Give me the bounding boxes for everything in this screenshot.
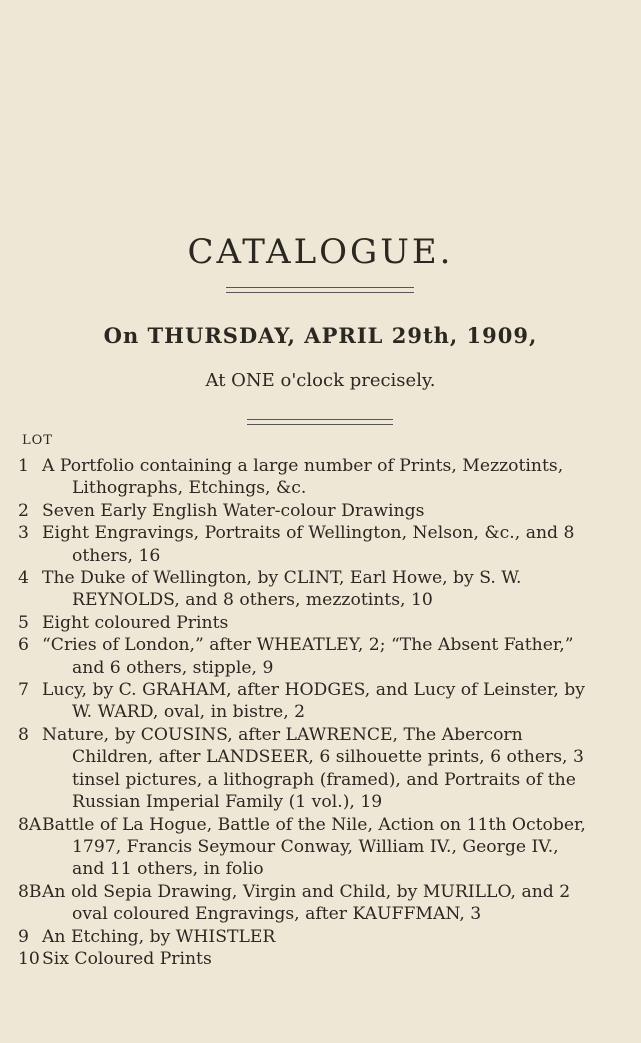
lot-item (0, 522, 641, 567)
sale-time: At ONE o'clock precisely. (205, 370, 436, 391)
lot-description: Nature, by COUSINS, after LAWRENCE, The Abercorn Children, after LANDSEER, 6 silhouette prints, 6 others, 3 tinsel pictures, a lithograph (framed), and Portraits of the Russian Imperial Family (1 vol.), 19 (42, 724, 584, 813)
lot-description: Six Coloured Prints (42, 948, 212, 969)
date-divider (247, 419, 393, 425)
lot-number: 2 (18, 500, 29, 521)
lot-description: A Portfolio containing a large number of Prints, Mezzotints, Lithographs, Etchings, &c. (42, 456, 564, 499)
lot-item (0, 567, 641, 612)
lot-number: 4 (18, 568, 29, 589)
lot-number: 1 (18, 456, 29, 476)
lot-item (0, 634, 641, 679)
lot-number: 9 (18, 926, 29, 947)
lot-item (0, 926, 641, 948)
lot-item (0, 881, 641, 926)
lot-item (0, 455, 641, 500)
sale-date: On THURSDAY, APRIL 29th, 1909, (103, 323, 538, 348)
lot-item (0, 612, 641, 634)
title-divider (226, 287, 414, 293)
lot-description: Eight coloured Prints (42, 612, 229, 633)
lot-description: An old Sepia Drawing, Virgin and Child, by MURILLO, and 2 oval coloured Engravings, after KAUFFMAN, 3 (42, 881, 571, 925)
page-title: CATALOGUE. (187, 232, 454, 272)
lot-description: Seven Early English Water-colour Drawings (42, 500, 425, 521)
lot-item (0, 948, 641, 970)
lot-number: 8 (18, 724, 29, 745)
lot-description: Lucy, by C. GRAHAM, after HODGES, and Lucy of Leinster, by W. WARD, oval, in bistre, 2 (42, 680, 585, 723)
lot-number: 10 (18, 948, 40, 969)
lot-item (0, 679, 641, 724)
lot-column-header: LOT (22, 433, 53, 448)
lot-number: 6 (18, 635, 29, 656)
lot-description: The Duke of Wellington, by CLINT, Earl Howe, by S. W. REYNOLDS, and 8 others, mezzotints, 10 (42, 568, 522, 611)
lot-number: 8A (18, 814, 42, 835)
lot-item (0, 814, 641, 881)
lot-list (0, 455, 641, 970)
lot-item (0, 724, 641, 814)
lot-number: 8B (18, 881, 42, 902)
lot-description: An Etching, by WHISTLER (42, 926, 276, 947)
lot-description: “Cries of London,” after WHEATLEY, 2; “The Absent Father,” and 6 others, stipple, 9 (42, 635, 574, 678)
lot-description: Eight Engravings, Portraits of Wellington, Nelson, &c., and 8 others, 16 (42, 523, 575, 566)
lot-number: 7 (18, 680, 29, 701)
lot-description: Battle of La Hogue, Battle of the Nile, Action on 11th October, 1797, Francis Seymour Conway, William IV., George IV., and 11 others, in folio (42, 814, 586, 880)
lot-number: 3 (18, 523, 29, 544)
lot-item (0, 500, 641, 522)
lot-number: 5 (18, 612, 29, 633)
